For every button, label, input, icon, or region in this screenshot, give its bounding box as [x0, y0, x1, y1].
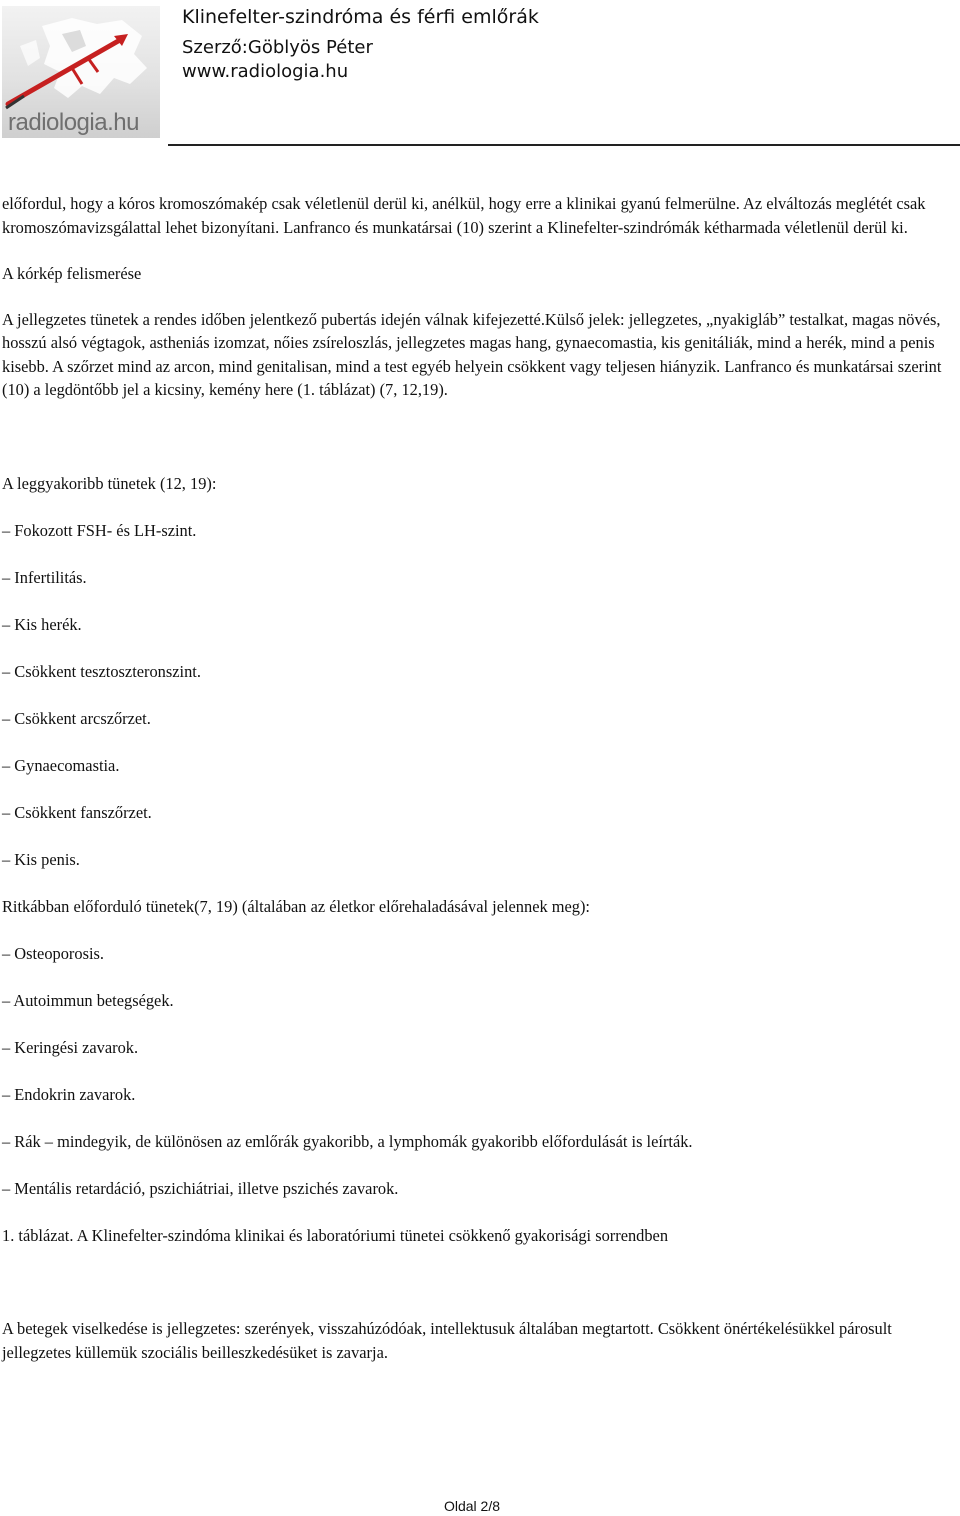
logo-text: radiologia.hu	[8, 109, 139, 136]
list-item: – Csökkent arcszőrzet.	[2, 708, 151, 728]
paragraph-symptoms: A jellegzetes tünetek a rendes időben jelentkező pubertás idején válnak kifejezetté.Külső jelek: jellegzetes, „nyakigláb” testalkat, magas növés, hosszú alsó végtagok, astheniás izomzat, nőies zsíreloszlás, jellegzetes magas hang, gynaecomastia, kis genitáliák, mind a herék, mind a penis kisebb. A szőrzet mind az arcon, mind genitalisan, mind a test egyéb helyein csökkent vagy teljesen hiányzik. Lanfranco és munkatársai szerint (10) a legdöntőbb jel a kicsiny, kemény here (1. táblázat) (7, 12,19).	[2, 309, 942, 399]
list-item: – Kis penis.	[2, 849, 80, 869]
site-url: www.radiologia.hu	[182, 61, 349, 82]
list-item: – Csökkent tesztoszteronszint.	[2, 661, 201, 681]
list-item: – Endokrin zavarok.	[2, 1084, 136, 1104]
list-item: – Fokozott FSH- és LH-szint.	[2, 520, 197, 540]
list-item: – Infertilitás.	[2, 567, 87, 587]
list-item: – Kis herék.	[2, 614, 82, 634]
document-author: Szerző:Göblyös Péter	[182, 37, 373, 58]
list-item: – Mentális retardáció, pszichiátriai, illetve pszichés zavarok.	[2, 1178, 399, 1198]
section-heading: A kórkép felismerése	[2, 263, 142, 283]
page-header	[0, 0, 960, 148]
list-item: – Gynaecomastia.	[2, 755, 120, 775]
article-body	[2, 192, 958, 1364]
list-item: – Rák – mindegyik, de különösen az emlőrák gyakoribb, a lymphomák gyakoribb előfordulását is leírták.	[2, 1131, 693, 1151]
list-common-lead: A leggyakoribb tünetek (12, 19):	[2, 473, 217, 493]
document-title: Klinefelter-szindróma és férfi emlőrák	[182, 6, 539, 28]
list-item: – Keringési zavarok.	[2, 1037, 139, 1057]
list-rare-lead: Ritkábban előforduló tünetek(7, 19) (általában az életkor előrehaladásával jelennek meg):	[2, 896, 590, 916]
page-number: Oldal 2/8	[443, 1498, 501, 1514]
table-caption: 1. táblázat. A Klinefelter-szindóma klinikai és laboratóriumi tünetei csökkenő gyakorisági sorrendben	[2, 1225, 669, 1245]
paragraph-behavior: A betegek viselkedése is jellegzetes: szerények, visszahúzódóak, intellektusuk általában megtartott. Csökkent önértékelésükkel párosult jellegzetes küllemük szociális beilleszkedésüket is zavarja.	[2, 1319, 892, 1362]
site-logo	[2, 6, 160, 138]
list-item: – Osteoporosis.	[2, 943, 104, 963]
list-item: – Autoimmun betegségek.	[2, 990, 174, 1010]
paragraph-intro: előfordul, hogy a kóros kromoszómakép csak véletlenül derül ki, anélkül, hogy erre a klinikai gyanú felmerülne. Az elváltozás meglétét csak kromoszómavizsgálattal lehet bizonyítani. Lanfranco és munkatársai (10) szerint a Klinefelter-szindrómák kétharmada véletlenül derül ki.	[2, 194, 926, 237]
list-item: – Csökkent fanszőrzet.	[2, 802, 152, 822]
header-divider	[168, 144, 960, 146]
